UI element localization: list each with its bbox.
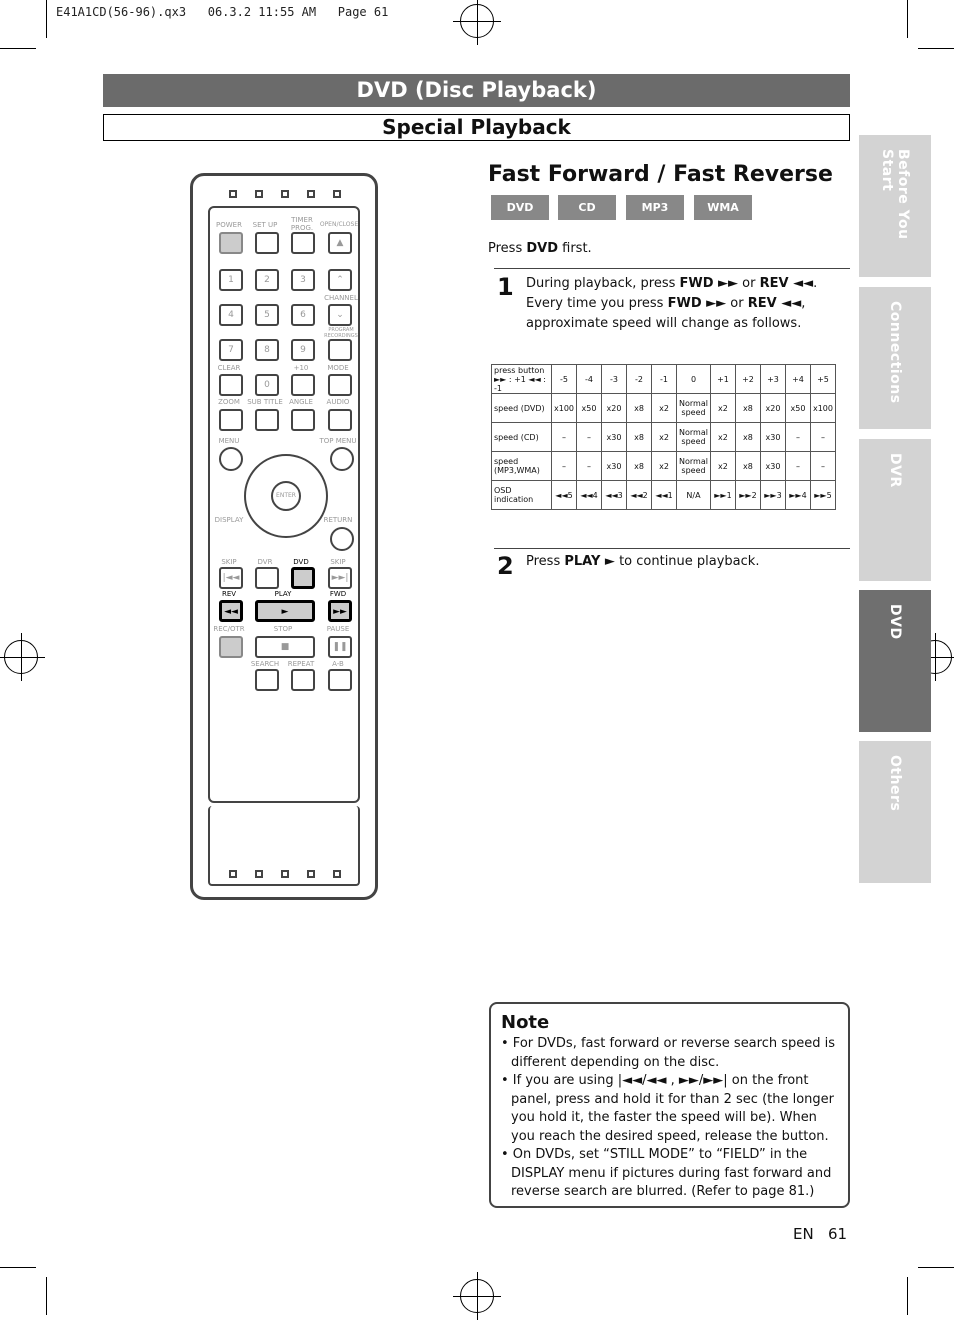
label-top-menu: TOP MENU (319, 437, 357, 445)
remote-led (333, 870, 341, 878)
zoom-button (219, 409, 243, 431)
repeat-button (291, 669, 315, 691)
setup-button (255, 232, 279, 254)
digit-button: 2 (255, 269, 279, 291)
digit-button: 4 (219, 304, 243, 326)
note-title: Note (501, 1012, 550, 1033)
press-dvd-instruction: Press DVD first. (488, 241, 592, 256)
channel-down-button: ⌄ (328, 304, 352, 326)
digit-button: 8 (255, 339, 279, 361)
pause-button: ❚❚ (328, 636, 352, 658)
digit-button: 6 (291, 304, 315, 326)
digit-button: 5 (255, 304, 279, 326)
digit-button: 9 (291, 339, 315, 361)
table-row: press button ►► : +1 ◄◄ : -1 -5 -4 -3 -2 -1 0 +1 +2 +3 +4 +5 (492, 365, 836, 394)
mode-button (328, 374, 352, 396)
remote-led (229, 190, 237, 198)
label-channel: CHANNEL (324, 294, 358, 302)
remote-led (281, 870, 289, 878)
label-dvd: DVD (293, 558, 309, 566)
crop-mark (918, 48, 954, 49)
divider (494, 268, 850, 269)
disc-badge-dvd: DVD (491, 195, 549, 220)
label-angle: ANGLE (289, 398, 313, 406)
table-row: speed (CD) – – x30 x8 x2 Normal speed x2 x8 x30 – – (492, 423, 836, 452)
step-1-text: During playback, press FWD ►► or REV ◄◄. Every time you press FWD ►► or REV ◄◄, approximate speed will change as follows. (526, 276, 818, 331)
section-header: DVD (Disc Playback) (103, 74, 850, 107)
top-menu-button (330, 447, 354, 471)
crop-mark (907, 1277, 908, 1315)
print-slug: E41A1CD(56-96).qx3 06.3.2 11:55 AM Page 61 (56, 5, 389, 19)
registration-mark (460, 4, 494, 38)
registration-mark (4, 640, 38, 674)
disc-badge-wma: WMA (694, 195, 752, 220)
label-program-recordings: PROGRAM RECORDINGS (324, 327, 358, 339)
label-rev: REV (221, 590, 237, 598)
crop-mark (0, 48, 36, 49)
crop-mark (46, 1277, 47, 1315)
label-setup: SET UP (252, 221, 278, 229)
search-button (255, 669, 279, 691)
remote-led (229, 870, 237, 878)
dvr-button (255, 567, 279, 589)
label-search: SEARCH (250, 660, 280, 668)
note-item: • For DVDs, fast forward or reverse search speed is different depending on the disc. (501, 1036, 836, 1070)
clear-button (219, 374, 243, 396)
a-b-button (328, 669, 352, 691)
step-number: 1 (497, 273, 514, 301)
note-item: • If you are using |◄◄/◄◄ , ►►/►►| on the front panel, press and hold it for than 2 sec (the longer you hold it, the faster the speed will be). When you reach the desired speed, release the button. (501, 1073, 835, 1144)
side-tab-others[interactable]: Others (859, 741, 931, 883)
remote-led (307, 190, 315, 198)
crop-mark (0, 1267, 36, 1268)
dvd-button (291, 567, 315, 589)
subtitle-button (255, 409, 279, 431)
label-menu: MENU (218, 437, 240, 445)
table-row: speed (MP3,WMA) – – x30 x8 x2 Normal speed x2 x8 x30 – – (492, 452, 836, 481)
label-play: PLAY (274, 590, 292, 598)
table-row: OSD indication ◄◄5 ◄◄4 ◄◄3 ◄◄2 ◄◄1 N/A ►►1 ►►2 ►►3 ►►4 ►►5 (492, 481, 836, 510)
label-display: DISPLAY (214, 516, 244, 524)
skip-back-button: |◄◄ (219, 567, 243, 589)
table-header-cell: press button ►► : +1 ◄◄ : -1 (492, 365, 552, 394)
label-mode: MODE (327, 364, 349, 372)
remote-control-illustration (190, 173, 378, 900)
label-subtitle: SUB TITLE (247, 398, 283, 406)
note-item: • On DVDs, set “STILL MODE” to “FIELD” in the DISPLAY menu if pictures during fast forward and reverse search are blurred. (Refer to page 81.) (501, 1147, 832, 1199)
disc-badge-cd: CD (558, 195, 616, 220)
section-title: Fast Forward / Fast Reverse (488, 162, 833, 187)
side-tab-dvr[interactable]: DVR (859, 439, 931, 581)
rec-otr-button (219, 636, 243, 658)
disc-badge-mp3: MP3 (626, 195, 684, 220)
remote-led (307, 870, 315, 878)
audio-button (328, 409, 352, 431)
crop-mark (46, 0, 47, 38)
label-plus10: +10 (293, 364, 309, 372)
rev-button: ◄◄ (219, 600, 243, 622)
plus10-button (291, 374, 315, 396)
speed-table (491, 364, 836, 510)
side-tab-before-you-start[interactable]: Before You Start (859, 135, 931, 277)
label-zoom: ZOOM (218, 398, 240, 406)
remote-led (281, 190, 289, 198)
digit-button: 0 (255, 374, 279, 396)
stop-button: ■ (255, 636, 315, 658)
digit-button: 7 (219, 339, 243, 361)
remote-led (255, 190, 263, 198)
step-2-text: Press PLAY ► to continue playback. (526, 554, 760, 569)
digit-button: 1 (219, 269, 243, 291)
fwd-button: ►► (328, 600, 352, 622)
label-rec-otr: REC/OTR (213, 625, 245, 633)
label-open-close: OPEN/CLOSE (319, 221, 359, 228)
remote-led (333, 190, 341, 198)
return-button (330, 527, 354, 551)
label-skip-fwd: SKIP (330, 558, 346, 566)
label-audio: AUDIO (326, 398, 350, 406)
skip-fwd-button: ►►| (328, 567, 352, 589)
divider (494, 548, 850, 549)
label-return: RETURN (323, 516, 353, 524)
table-row: speed (DVD) x100 x50 x20 x8 x2 Normal speed x2 x8 x20 x50 x100 (492, 394, 836, 423)
angle-button (291, 409, 315, 431)
side-tab-dvd[interactable]: DVD (859, 590, 931, 732)
power-button (219, 232, 243, 254)
open-close-button: ▲ (328, 232, 352, 254)
label-clear: CLEAR (217, 364, 241, 372)
subsection-header: Special Playback (103, 114, 850, 141)
crop-mark (907, 0, 908, 38)
step-number: 2 (497, 552, 514, 580)
label-pause: PAUSE (326, 625, 350, 633)
registration-mark (460, 1279, 494, 1313)
crop-mark (918, 1267, 954, 1268)
channel-up-button: ⌃ (328, 269, 352, 291)
digit-button: 3 (291, 269, 315, 291)
label-fwd: FWD (329, 590, 347, 598)
program-button (328, 339, 352, 361)
label-a-b: A-B (332, 660, 344, 668)
label-repeat: REPEAT (287, 660, 315, 668)
remote-led (255, 870, 263, 878)
label-stop: STOP (273, 625, 293, 633)
label-dvr: DVR (257, 558, 273, 566)
menu-button (219, 447, 243, 471)
label-skip-back: SKIP (221, 558, 237, 566)
timer-prog-button (291, 232, 315, 254)
label-power: POWER (216, 221, 242, 229)
enter-button: ENTER (271, 481, 301, 511)
label-timer-prog: TIMER PROG. (290, 216, 314, 232)
page-number: EN 61 (793, 1225, 848, 1243)
side-tab-connections[interactable]: Connections (859, 287, 931, 429)
note-box (489, 1002, 850, 1208)
play-button: ► (255, 600, 315, 622)
